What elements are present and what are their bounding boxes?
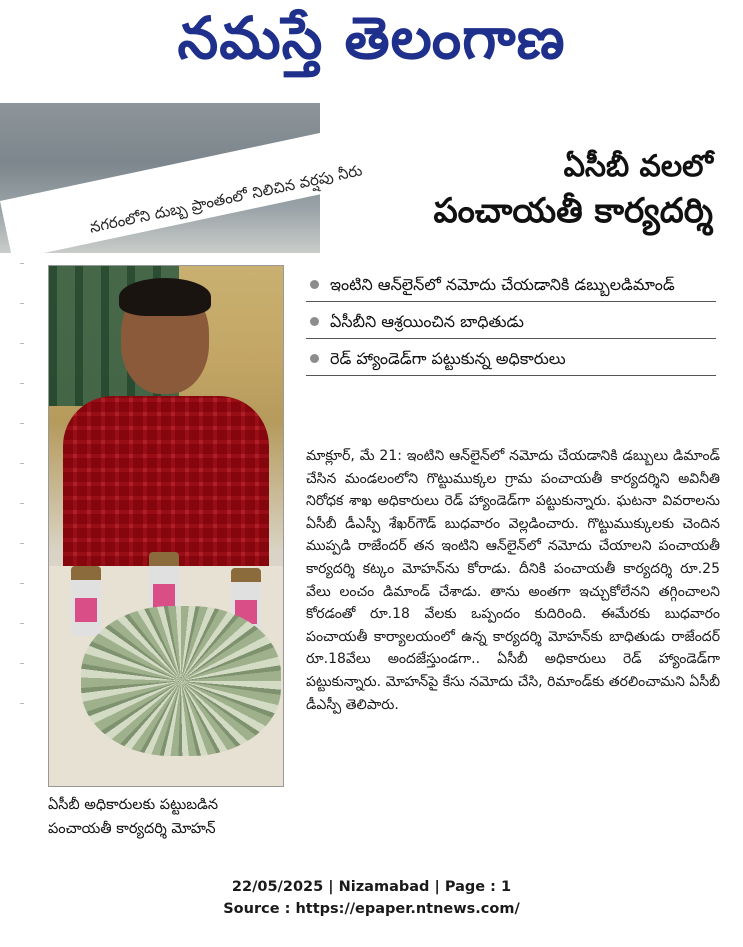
news-clipping bbox=[0, 103, 743, 865]
bullet-item: ఏసీబీని ఆశ్రయించిన బాధితుడు bbox=[306, 310, 716, 339]
footer bbox=[0, 876, 743, 920]
article-body: మాక్లూర్, మే 21: ఇంటిని ఆన్‌లైన్‌లో నమోదు చేయడానికి డబ్బులు డిమాండ్ చేసిన మండలంలోని గొట్టుముక్కల గ్రామ పంచాయతీ కార్యదర్శిని అవినీతి నిరోధక శాఖ అధికారులు రెడ్ హ్యాండెడ్‌గా పట్టుకున్నారు. ఘటనా వివరాలను ఏసీబీ డీఎస్పీ శేఖర్‌గౌడ్ బుధవారం వెల్లడించారు. గొట్టుముక్కులకు చెందిన ముప్పడి రాజేందర్ తన ఇంటిని ఆన్‌లైన్‌లో నమోదు చేయాలని పంచాయతీ కార్యదర్శి కట్కం మోహన్‌ను కోరాడు. దీనికి పంచాయతీ కార్యదర్శి రూ.25 వేలు లంచం డిమాండ్ చేశాడు. తాను అంతగా ఇచ్చుకోలేనని తగ్గించాలని కోరడంతో రూ.18 వేలకు ఒప్పందం కుదిరింది. ఈమేరకు బుధవారం పంచాయతీ కార్యాలయంలో ఉన్న కార్యదర్శి మోహన్‌కు బాధితుడు రాజేందర్ రూ.18వేలు అందజేస్తుండగా.. ఏసీబీ అధికారులు రెడ్ హ్యాండెడ్‌గా పట్టుకున్నారు. మోహన్‌పై కేసు నమోదు చేసి, రిమాండ్‌కు తరలించామని ఏసీబీ డీఎస్పీ తెలిపారు. bbox=[306, 448, 720, 713]
source-link[interactable]: https://epaper.ntnews.com/ bbox=[295, 901, 520, 917]
accused-photo bbox=[48, 265, 284, 787]
bullet-dot-icon bbox=[310, 280, 319, 289]
footer-source: Source : https://epaper.ntnews.com/ bbox=[223, 901, 520, 917]
cash-bundle bbox=[81, 606, 281, 756]
masthead-title: నమస్తే తెలంగాణ bbox=[177, 4, 566, 72]
top-photo-caption: నగరంలోని దుబ్బ ప్రాంతంలో నిలిచిన వర్షపు నీరు bbox=[88, 161, 364, 237]
divider bbox=[20, 263, 24, 743]
bullet-item: ఇంటిని ఆన్‌లైన్‌లో నమోదు చేయడానికి డబ్బులడిమాండ్ bbox=[306, 273, 716, 302]
headline bbox=[433, 147, 713, 235]
footer-date: 22/05/2025 bbox=[231, 879, 324, 895]
masthead bbox=[0, 0, 743, 100]
bullet-dot-icon bbox=[310, 317, 319, 326]
photo-caption: ఏసీబీ అధికారులకు పట్టుబడిన పంచాయతీ కార్యదర్శి మోహన్ bbox=[48, 797, 219, 837]
bullet-item: రెడ్ హ్యాండెడ్‌గా పట్టుకున్న అధికారులు bbox=[306, 347, 716, 376]
footer-meta: 22/05/2025 | Nizamabad | Page : 1 bbox=[231, 879, 512, 895]
footer-edition: Nizamabad bbox=[338, 879, 430, 895]
headline-line2: పంచాయతీ కార్యదర్శి bbox=[433, 191, 713, 231]
bullet-dot-icon bbox=[310, 354, 319, 363]
bullet-list bbox=[306, 273, 716, 384]
headline-line1: ఏసీబీ వలలో bbox=[563, 149, 713, 184]
footer-page: Page : 1 bbox=[444, 879, 512, 895]
